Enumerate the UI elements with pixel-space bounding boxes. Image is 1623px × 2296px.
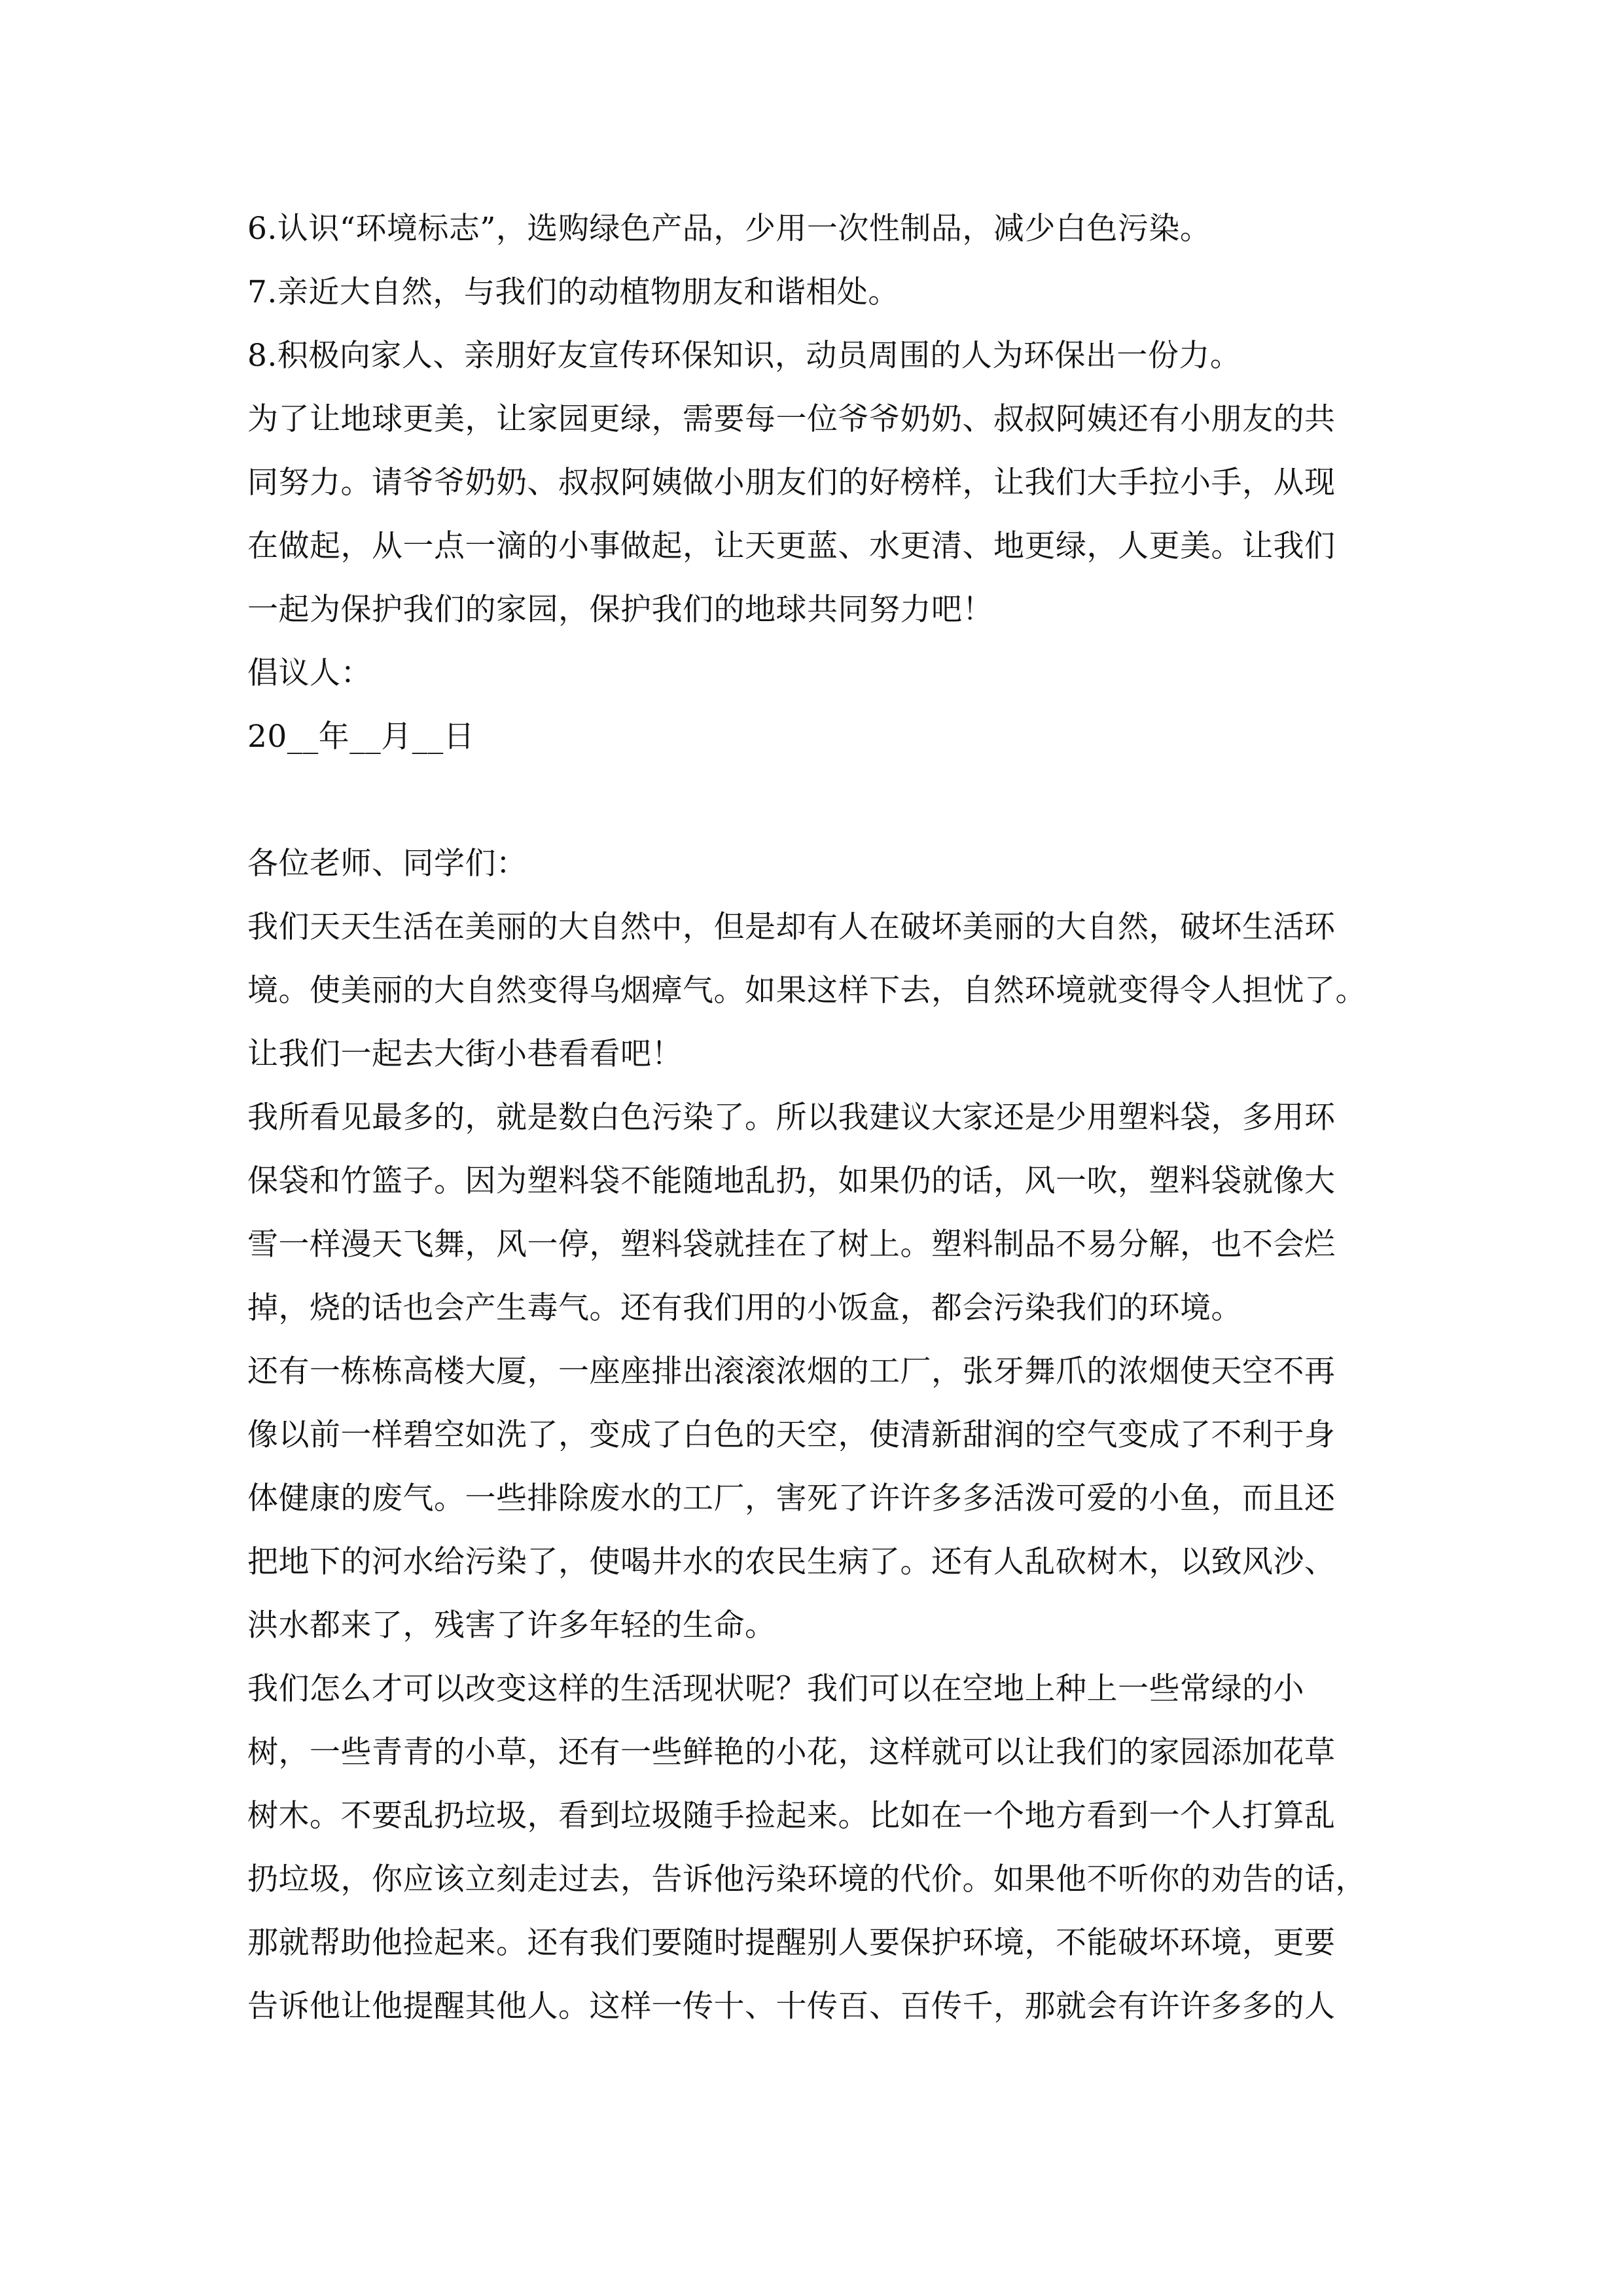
- list-item-7: 7.亲近大自然，与我们的动植物朋友和谐相处。: [247, 274, 899, 310]
- paragraph-line: 在做起，从一点一滴的小事做起，让天更蓝、水更清、地更绿，人更美。让我们: [247, 528, 1336, 564]
- paragraph-line: 境。使美丽的大自然变得乌烟瘴气。如果这样下去，自然环境就变得令人担忧了。: [247, 973, 1366, 1009]
- list-item-8: 8.积极向家人、亲朋好友宣传环保知识，动员周围的人为环保出一份力。: [247, 338, 1241, 374]
- paragraph-line: 我们怎么才可以改变这样的生活现状呢？我们可以在空地上种上一些常绿的小: [247, 1671, 1304, 1707]
- list-item-6: 6.认识“环境标志”，选购绿色产品，少用一次性制品，减少白色污染。: [247, 211, 1211, 247]
- paragraph-line: 把地下的河水给污染了，使喝井水的农民生病了。还有人乱砍树木，以致风沙、: [247, 1544, 1336, 1580]
- paragraph-line: 洪水都来了，残害了许多年轻的生命。: [247, 1607, 776, 1643]
- paragraph-line: 一起为保护我们的家园，保护我们的地球共同努力吧！: [247, 592, 993, 628]
- paragraph-line: 我们天天生活在美丽的大自然中，但是却有人在破坏美丽的大自然，破坏生活环: [247, 909, 1336, 945]
- proposer-label: 倡议人：: [247, 655, 372, 691]
- paragraph-line: 树，一些青青的小草，还有一些鲜艳的小花，这样就可以让我们的家园添加花草: [247, 1734, 1336, 1770]
- greeting: 各位老师、同学们：: [247, 846, 527, 882]
- paragraph-line: 还有一栋栋高楼大厦，一座座排出滚滚浓烟的工厂，张牙舞爪的浓烟使天空不再: [247, 1354, 1336, 1390]
- date-line: 20__年__月__日: [247, 719, 475, 755]
- paragraph-line: 我所看见最多的，就是数白色污染了。所以我建议大家还是少用塑料袋，多用环: [247, 1100, 1336, 1136]
- paragraph-line: 像以前一样碧空如洗了，变成了白色的天空，使清新甜润的空气变成了不利于身: [247, 1417, 1336, 1453]
- paragraph-line: 雪一样漫天飞舞，风一停，塑料袋就挂在了树上。塑料制品不易分解，也不会烂: [247, 1227, 1336, 1263]
- paragraph-line: 为了让地球更美，让家园更绿，需要每一位爷爷奶奶、叔叔阿姨还有小朋友的共: [247, 401, 1336, 437]
- paragraph-line: 保袋和竹篮子。因为塑料袋不能随地乱扔，如果仍的话，风一吹，塑料袋就像大: [247, 1163, 1336, 1199]
- paragraph-line: 掉，烧的话也会产生毒气。还有我们用的小饭盒，都会污染我们的环境。: [247, 1290, 1242, 1326]
- paragraph-line: 同努力。请爷爷奶奶、叔叔阿姨做小朋友们的好榜样，让我们大手拉小手，从现: [247, 465, 1336, 501]
- paragraph-line: 扔垃圾，你应该立刻走过去，告诉他污染环境的代价。如果他不听你的劝告的话，: [247, 1861, 1366, 1897]
- paragraph-line: 树木。不要乱扔垃圾，看到垃圾随手捡起来。比如在一个地方看到一个人打算乱: [247, 1798, 1336, 1834]
- paragraph-line: 体健康的废气。一些排除废水的工厂，害死了许许多多活泼可爱的小鱼，而且还: [247, 1480, 1336, 1516]
- paragraph-line: 让我们一起去大街小巷看看吧！: [247, 1036, 683, 1072]
- paragraph-line: 告诉他让他提醒其他人。这样一传十、十传百、百传千，那就会有许许多多的人: [247, 1988, 1336, 2024]
- paragraph-line: 那就帮助他捡起来。还有我们要随时提醒别人要保护环境，不能破坏环境，更要: [247, 1925, 1336, 1961]
